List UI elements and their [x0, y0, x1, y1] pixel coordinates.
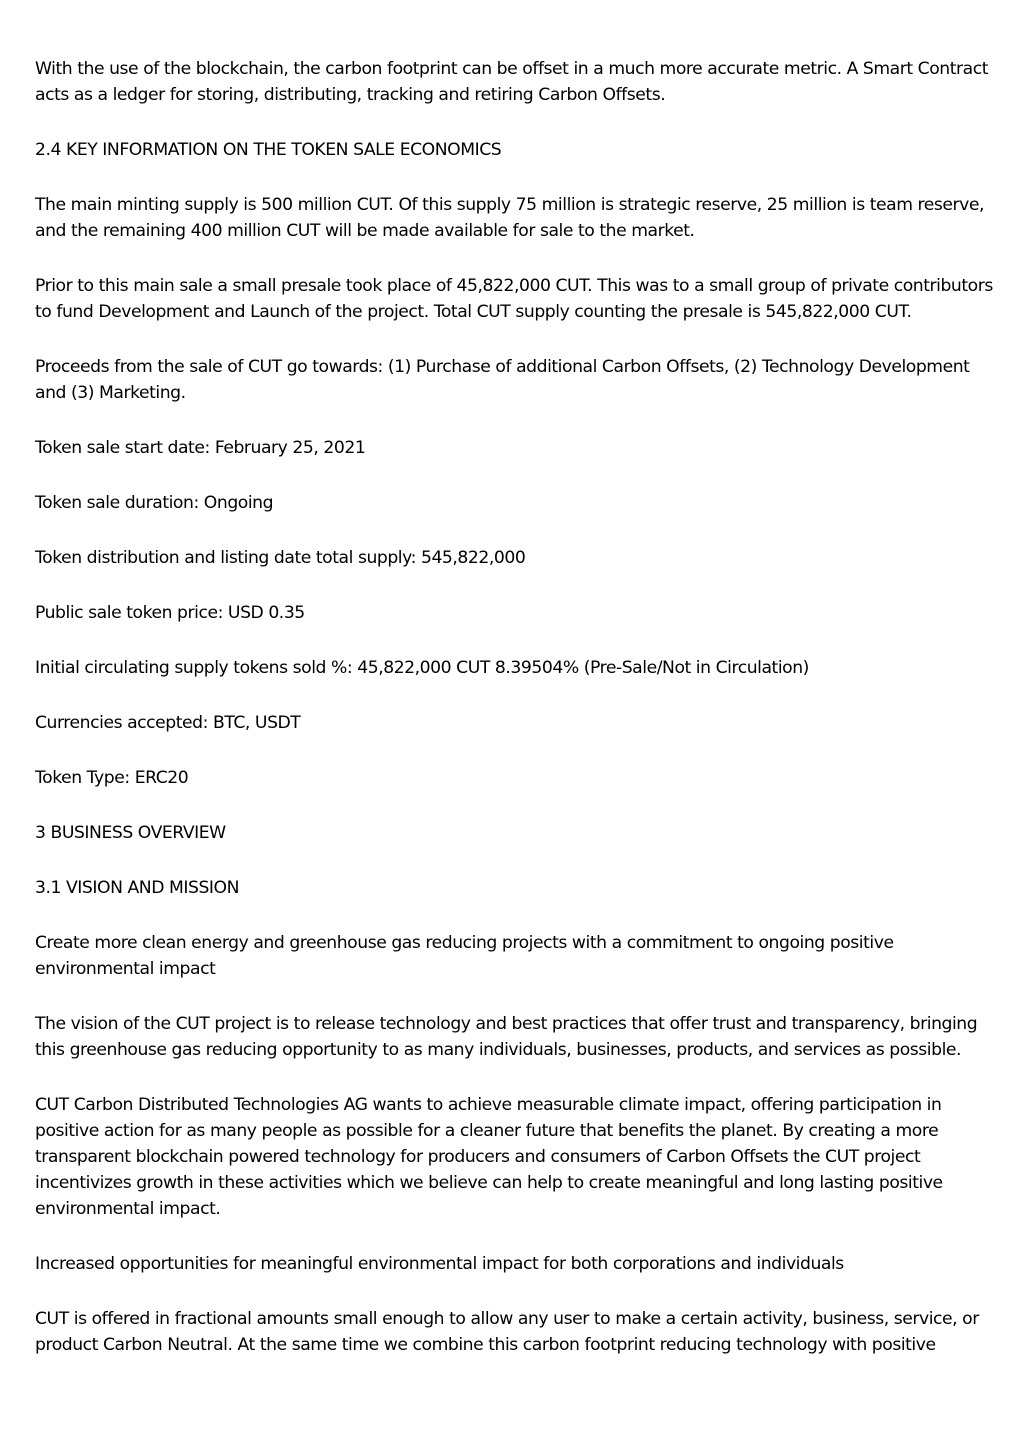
paragraph-clean-energy: Create more clean energy and greenhouse gas reducing projects with a commitment to ongoing positive environmental impact — [35, 933, 894, 979]
initial-circulating-supply: Initial circulating supply tokens sold %: 45,822,000 CUT 8.39504% (Pre-Sale/Not in Circulation) — [35, 658, 809, 678]
token-sale-duration: Token sale duration: Ongoing — [35, 493, 274, 513]
paragraph-minting-supply: The main minting supply is 500 million CUT. Of this supply 75 million is strategic reserve, 25 million is team reserve, and the remaining 400 million CUT will be made available for sale to the market. — [35, 195, 984, 241]
token-price: Public sale token price: USD 0.35 — [35, 603, 305, 623]
currencies-accepted: Currencies accepted: BTC, USDT — [35, 713, 301, 733]
token-sale-start-date: Token sale start date: February 25, 2021 — [35, 438, 366, 458]
heading-vision-mission: 3.1 VISION AND MISSION — [35, 878, 240, 898]
document-page — [35, 56, 997, 1387]
paragraph-presale: Prior to this main sale a small presale took place of 45,822,000 CUT. This was to a small group of private contributors to fund Development and Launch of the project. Total CUT supply counting the presale is 545,822,000 CUT. — [35, 276, 993, 322]
paragraph-vision: The vision of the CUT project is to release technology and best practices that offer trust and transparency, bringing this greenhouse gas reducing opportunity to as many individuals, businesses, products, and services as possible. — [35, 1014, 978, 1060]
paragraph-opportunities: Increased opportunities for meaningful environmental impact for both corporations and individuals — [35, 1254, 844, 1274]
token-type: Token Type: ERC20 — [35, 768, 189, 788]
paragraph-climate-impact: CUT Carbon Distributed Technologies AG wants to achieve measurable climate impact, offering participation in positive action for as many people as possible for a cleaner future that benefits the planet. By creating a more transparent blockchain powered technology for producers and consumers of Carbon Offsets the CUT project incentivizes growth in these activities which we believe can help to create meaningful and long lasting positive environmental impact. — [35, 1095, 943, 1219]
token-total-supply: Token distribution and listing date total supply: 545,822,000 — [35, 548, 526, 568]
paragraph-blockchain-offset: With the use of the blockchain, the carbon footprint can be offset in a much more accurate metric. A Smart Contract acts as a ledger for storing, distributing, tracking and retiring Carbon Offsets. — [35, 59, 989, 105]
paragraph-proceeds: Proceeds from the sale of CUT go towards: (1) Purchase of additional Carbon Offsets, (2) Technology Development and (3) Marketing. — [35, 357, 970, 403]
heading-token-sale-economics: 2.4 KEY INFORMATION ON THE TOKEN SALE ECONOMICS — [35, 140, 502, 160]
paragraph-fractional-amounts: CUT is offered in fractional amounts small enough to allow any user to make a certain activity, business, service, or product Carbon Neutral. At the same time we combine this carbon footprint reducing technology with positive — [35, 1309, 979, 1355]
heading-business-overview: 3 BUSINESS OVERVIEW — [35, 823, 226, 843]
